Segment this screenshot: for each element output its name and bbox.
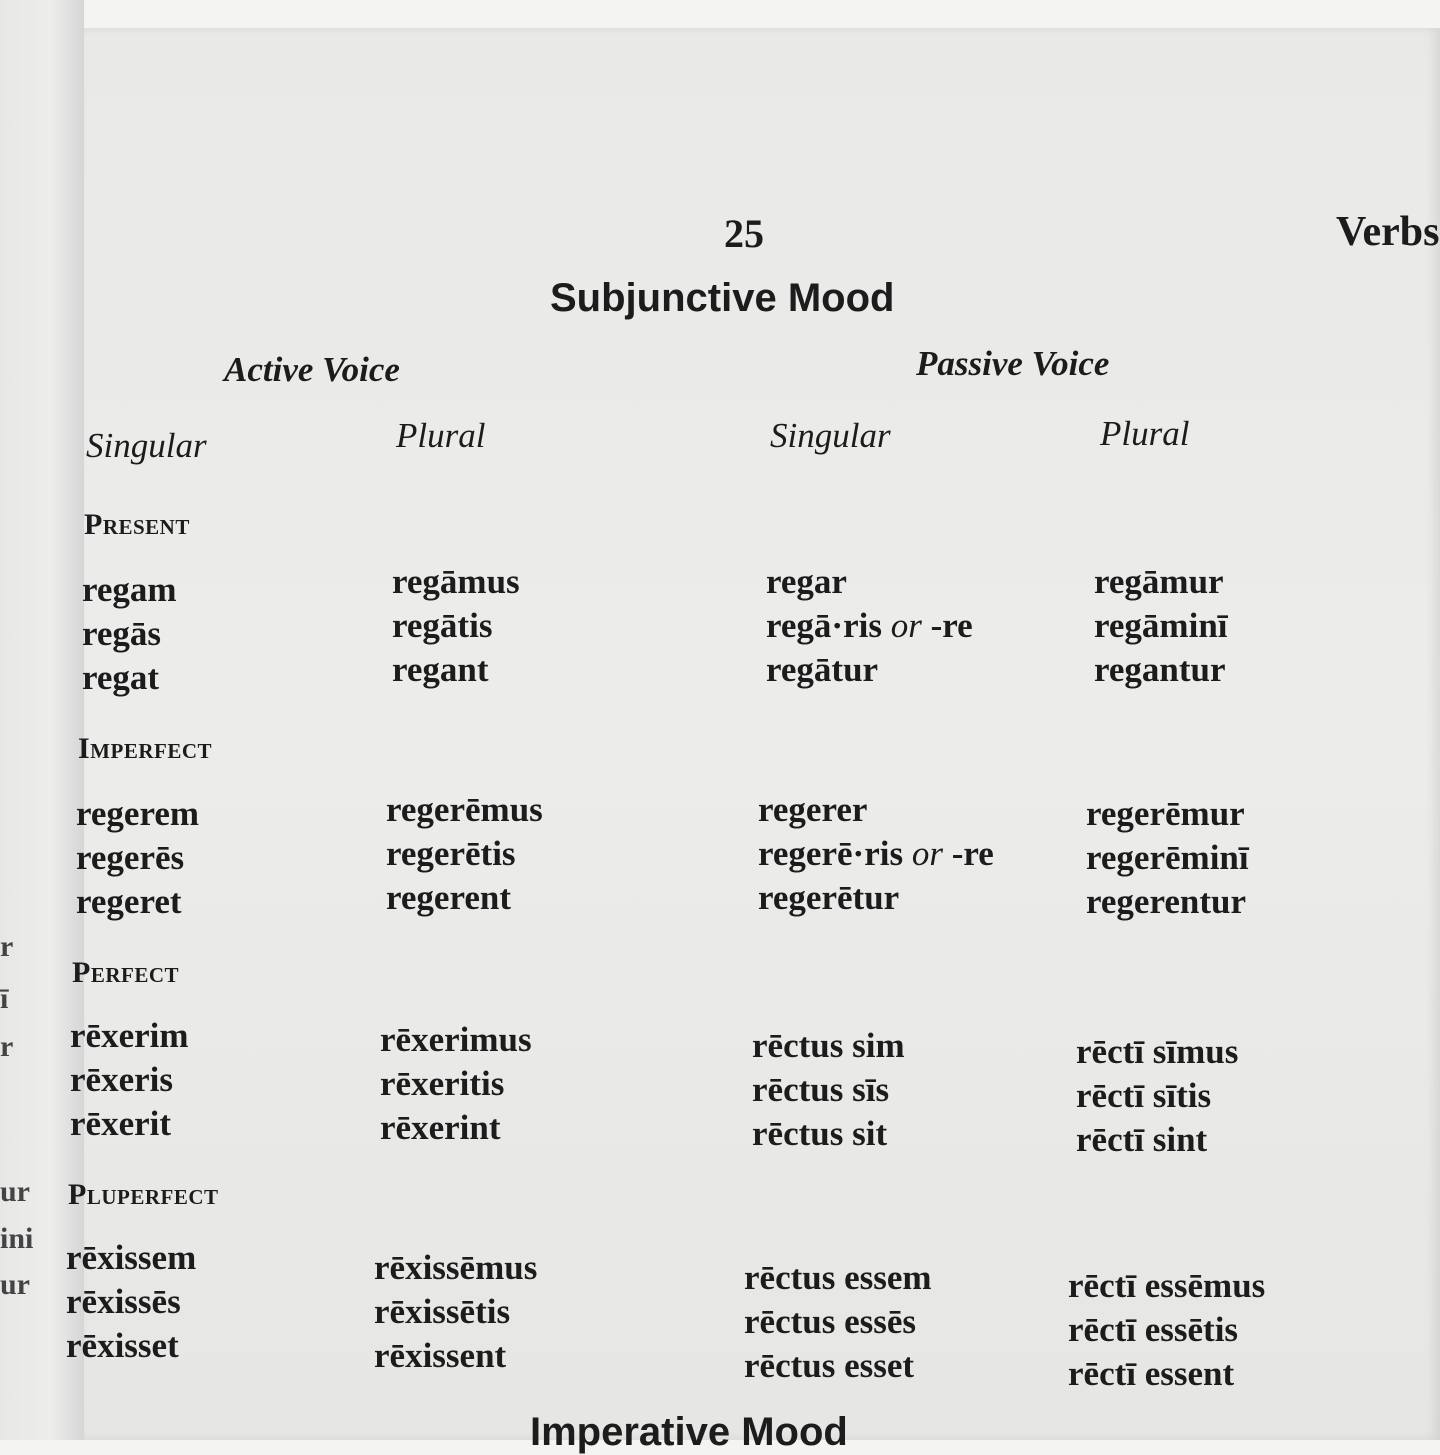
verb-form-active-singular: regerem: [76, 794, 200, 833]
left-page-fragment: r: [0, 930, 14, 963]
verb-form-active-plural: regāmus: [392, 562, 520, 601]
left-page-fragment: r: [0, 1030, 14, 1063]
verb-form-passive-plural: rēctī sīmus: [1076, 1032, 1239, 1071]
verb-form-passive-singular: rēctus essēs: [744, 1302, 917, 1341]
column-header-passive-singular: Singular: [770, 416, 891, 455]
verb-form-passive-singular: rēctus esset: [744, 1346, 915, 1385]
verb-form-passive-singular: regar: [766, 562, 847, 601]
verb-form-passive-singular: rēctus essem: [744, 1258, 932, 1297]
verb-form-active-plural: regātis: [392, 606, 493, 645]
verb-form-active-singular: rēxerim: [70, 1016, 189, 1055]
column-header-passive-plural: Plural: [1100, 414, 1190, 453]
verb-form-active-plural: regant: [392, 650, 489, 689]
left-page-fragment: ur: [0, 1268, 30, 1301]
left-page-edge: [0, 0, 84, 1440]
verb-form-passive-plural: rēctī sītis: [1076, 1076, 1212, 1115]
left-page-fragment: ī: [0, 982, 9, 1015]
verb-form-active-plural: rēxissēmus: [374, 1248, 538, 1287]
verb-form-passive-plural: rēctī essent: [1068, 1354, 1235, 1393]
verb-form-active-plural: rēxerimus: [380, 1020, 532, 1059]
page-number: 25: [724, 211, 764, 256]
verb-form-passive-singular: regerētur: [758, 878, 900, 917]
verb-form-active-singular: rēxissem: [66, 1238, 197, 1277]
page-title: Subjunctive Mood: [550, 276, 895, 320]
verb-form-active-singular: regam: [82, 570, 177, 609]
verb-form-passive-singular: regā·ris or -re: [766, 606, 973, 645]
column-header-active-plural: Plural: [396, 416, 486, 455]
verb-form-active-singular: rēxeris: [70, 1060, 173, 1099]
verb-form-active-singular: regat: [82, 658, 160, 697]
verb-form-passive-plural: regāminī: [1094, 606, 1228, 645]
tense-heading-imperfect: Imperfect: [78, 732, 213, 765]
verb-form-active-plural: rēxerint: [380, 1108, 501, 1147]
verb-form-passive-singular: rēctus sim: [752, 1026, 905, 1065]
verb-form-active-plural: regerēmus: [386, 790, 543, 829]
passive-voice-heading: Passive Voice: [916, 344, 1110, 383]
verb-form-passive-plural: rēctī essētis: [1068, 1310, 1239, 1349]
verb-form-active-plural: regerētis: [386, 834, 516, 873]
verb-form-passive-plural: regerentur: [1086, 882, 1247, 921]
verb-form-active-singular: rēxissēs: [66, 1282, 181, 1321]
verb-form-active-singular: rēxisset: [66, 1326, 179, 1365]
tense-heading-pluperfect: Pluperfect: [68, 1178, 219, 1211]
section-heading: Verbs: [1336, 209, 1440, 255]
verb-form-passive-singular: regerer: [758, 790, 868, 829]
verb-form-active-singular: regeret: [76, 882, 182, 921]
verb-form-active-plural: rēxeritis: [380, 1064, 505, 1103]
verb-form-active-singular: regerēs: [76, 838, 185, 877]
verb-form-passive-singular: rēctus sīs: [752, 1070, 890, 1109]
verb-form-active-plural: rēxissētis: [374, 1292, 511, 1331]
verb-form-passive-plural: regāmur: [1094, 562, 1224, 601]
next-section-title: Imperative Mood: [530, 1410, 848, 1454]
verb-form-active-plural: rēxissent: [374, 1336, 507, 1375]
active-voice-heading: Active Voice: [224, 350, 400, 389]
left-page-fragment: ur: [0, 1175, 30, 1208]
verb-form-passive-plural: regerēminī: [1086, 838, 1249, 877]
column-header-active-singular: Singular: [86, 426, 207, 465]
verb-form-passive-plural: regerēmur: [1086, 794, 1245, 833]
verb-form-passive-plural: rēctī essēmus: [1068, 1266, 1266, 1305]
verb-form-passive-singular: regātur: [766, 650, 879, 689]
verb-form-active-plural: regerent: [386, 878, 512, 917]
verb-form-active-singular: regās: [82, 614, 162, 653]
tense-heading-perfect: Perfect: [72, 956, 180, 989]
verb-form-passive-singular: rēctus sit: [752, 1114, 888, 1153]
verb-form-passive-plural: regantur: [1094, 650, 1226, 689]
verb-form-passive-singular: regerē·ris or -re: [758, 834, 994, 873]
left-page-fragment: ini: [0, 1222, 34, 1255]
verb-form-active-singular: rēxerit: [70, 1104, 172, 1143]
tense-heading-present: Present: [84, 508, 190, 541]
verb-form-passive-plural: rēctī sint: [1076, 1120, 1208, 1159]
